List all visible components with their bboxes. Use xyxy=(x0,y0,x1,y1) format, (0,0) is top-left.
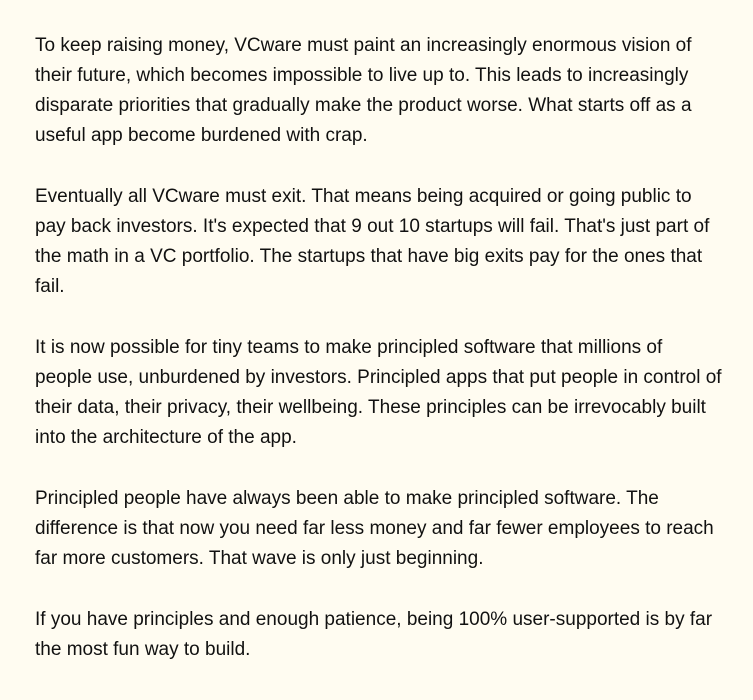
paragraph-vcware-vision: To keep raising money, VCware must paint an increasingly enormous vision of their future, which becomes impossible to live up to. This leads to increasingly disparate priorities that gradually make the product worse. What starts off as a useful app become burdened with crap. xyxy=(35,35,692,146)
paragraph-user-supported: If you have principles and enough patience, being 100% user-supported is by far the most fun way to build. xyxy=(35,609,713,660)
paragraph-tiny-teams: It is now possible for tiny teams to make principled software that millions of people use, unburdened by investors. Principled apps that put people in control of their data, their privacy, their wellbeing. These principles can be irrevocably built into the architecture of the app. xyxy=(35,337,722,448)
paragraph-vcware-exit: Eventually all VCware must exit. That means being acquired or going public to pay back investors. It's expected that 9 out 10 startups will fail. That's just part of the math in a VC portfolio. The startups that have big exits pay for the ones that fail. xyxy=(35,186,710,297)
paragraph-principled-people: Principled people have always been able to make principled software. The difference is that now you need far less money and far fewer employees to reach far more customers. That wave is only just beginning. xyxy=(35,488,714,569)
